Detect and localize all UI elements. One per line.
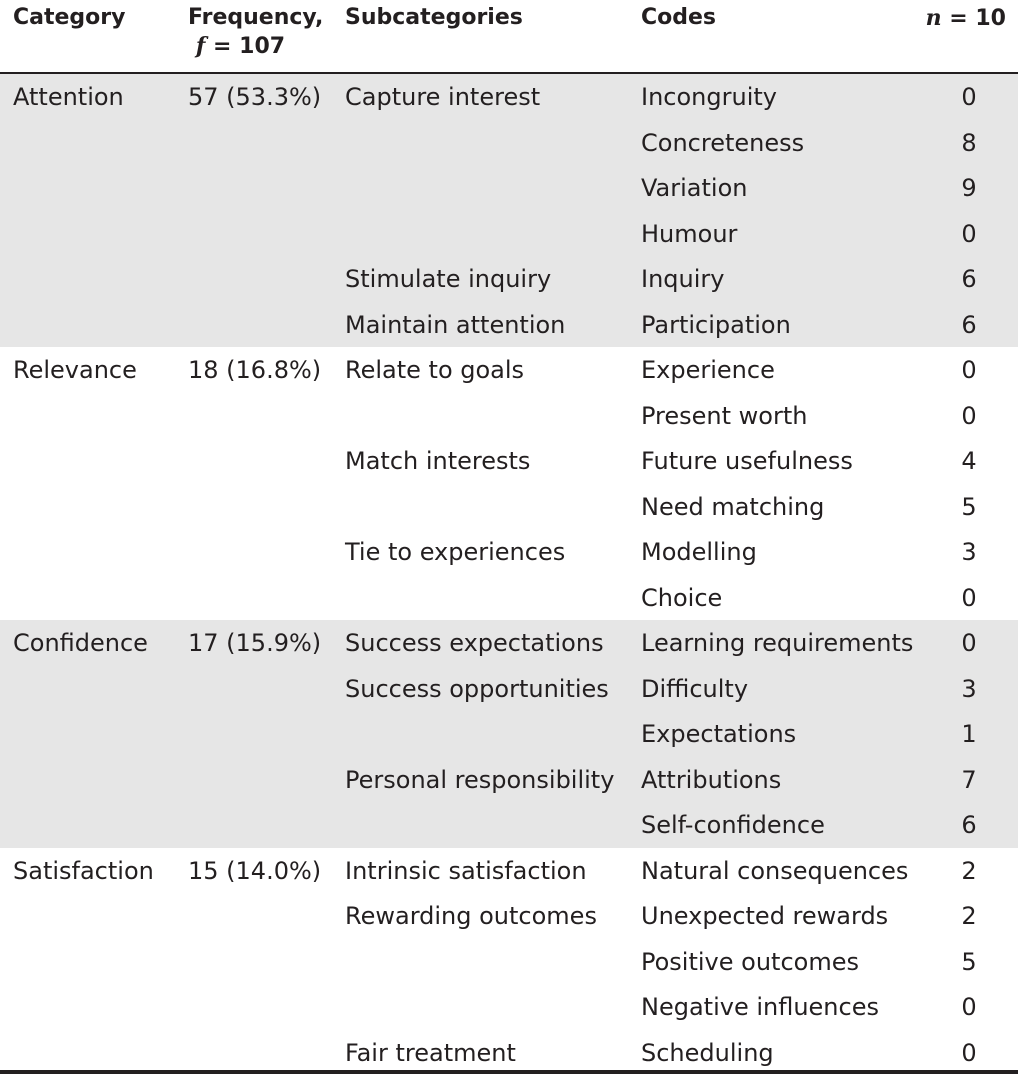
category-cell: Attention	[13, 83, 124, 111]
n-cell: 3	[961, 538, 977, 566]
code-cell: Present worth	[641, 401, 808, 430]
frequency-cell: 18 (16.8%)	[188, 356, 322, 384]
header-frequency-symbol: f	[195, 33, 206, 59]
header-frequency-total	[188, 32, 293, 61]
n-cell: 7	[961, 765, 977, 794]
code-cell: Incongruity	[641, 83, 777, 111]
n-cell: 3	[961, 674, 977, 703]
code-cell: Future usefulness	[641, 447, 853, 475]
n-cell: 6	[961, 265, 977, 293]
table-row	[0, 1030, 1018, 1076]
subcategory-cell: Rewarding outcomes	[345, 902, 597, 930]
table-row	[0, 393, 1018, 439]
subcategory-cell: Maintain attention	[345, 310, 566, 339]
n-cell: 0	[961, 629, 977, 657]
n-cell: 0	[961, 401, 977, 430]
n-cell: 0	[961, 356, 977, 384]
code-cell: Attributions	[641, 765, 782, 794]
table-row	[0, 529, 1018, 575]
code-cell: Difficulty	[641, 674, 749, 703]
code-cell: Concreteness	[641, 128, 805, 157]
code-cell: Humour	[641, 219, 738, 248]
code-cell: Need matching	[641, 492, 825, 521]
n-cell: 8	[961, 128, 977, 157]
code-cell: Variation	[641, 174, 748, 202]
n-cell: 0	[961, 83, 977, 111]
n-cell: 6	[961, 310, 977, 339]
bottom-rule	[0, 1070, 1018, 1074]
code-cell: Participation	[641, 310, 791, 339]
header-n-value: = 10	[941, 6, 1006, 31]
frequency-cell: 57 (53.3%)	[188, 83, 322, 111]
n-cell: 2	[961, 902, 977, 930]
n-cell: 9	[961, 174, 977, 202]
code-cell: Natural consequences	[641, 856, 909, 885]
table-row	[0, 939, 1018, 985]
row-group	[0, 848, 1018, 1076]
n-cell: 2	[961, 856, 977, 885]
code-cell: Positive outcomes	[641, 947, 859, 976]
table-row	[0, 165, 1018, 211]
row-group	[0, 347, 1018, 620]
frequency-cell: 17 (15.9%)	[188, 629, 322, 657]
category-cell: Satisfaction	[13, 856, 154, 885]
code-cell: Negative influences	[641, 993, 879, 1021]
n-cell: 0	[961, 993, 977, 1021]
subcategory-cell: Match interests	[345, 447, 531, 475]
n-cell: 5	[961, 947, 977, 976]
code-cell: Modelling	[641, 538, 757, 566]
table-row	[0, 757, 1018, 803]
table-row	[0, 575, 1018, 621]
header-frequency	[188, 4, 323, 61]
code-cell: Scheduling	[641, 1038, 774, 1067]
table-header	[0, 0, 1018, 74]
category-cell: Relevance	[13, 356, 137, 384]
table-row	[0, 74, 1018, 120]
table-row	[0, 347, 1018, 393]
subcategory-cell: Relate to goals	[345, 356, 525, 384]
table-row	[0, 711, 1018, 757]
table-row	[0, 984, 1018, 1030]
row-group	[0, 74, 1018, 347]
code-cell: Self-confidence	[641, 811, 825, 839]
table-row	[0, 120, 1018, 166]
subcategory-cell: Intrinsic satisfaction	[345, 856, 587, 885]
n-cell: 4	[961, 447, 977, 475]
table-row	[0, 256, 1018, 302]
n-cell: 6	[961, 811, 977, 839]
table-row	[0, 848, 1018, 894]
header-frequency-value: = 107	[205, 34, 286, 59]
table-row	[0, 620, 1018, 666]
n-cell: 5	[961, 492, 977, 521]
code-cell: Unexpected rewards	[641, 902, 889, 930]
header-n-symbol: n	[925, 5, 942, 31]
subcategory-cell: Fair treatment	[345, 1038, 516, 1067]
table-row	[0, 893, 1018, 939]
code-cell: Experience	[641, 356, 775, 384]
row-group	[0, 620, 1018, 848]
subcategory-cell: Tie to experiences	[345, 538, 566, 566]
n-cell: 0	[961, 1038, 977, 1067]
header-codes: Codes	[641, 5, 717, 30]
table-body	[0, 74, 1018, 1075]
header-n	[926, 4, 1006, 33]
header-frequency-label: Frequency,	[188, 5, 324, 30]
code-cell: Learning requirements	[641, 629, 914, 657]
header-category: Category	[13, 5, 126, 30]
n-cell: 1	[961, 720, 977, 748]
code-cell: Inquiry	[641, 265, 725, 293]
table-row	[0, 666, 1018, 712]
table-row	[0, 211, 1018, 257]
subcategory-cell: Success opportunities	[345, 674, 609, 703]
table-row	[0, 438, 1018, 484]
category-cell: Confidence	[13, 629, 148, 657]
table-row	[0, 484, 1018, 530]
code-cell: Choice	[641, 583, 723, 612]
subcategory-cell: Stimulate inquiry	[345, 265, 552, 293]
frequency-cell: 15 (14.0%)	[188, 856, 322, 885]
header-subcategories: Subcategories	[345, 5, 523, 30]
table-row	[0, 802, 1018, 848]
subcategory-cell: Capture interest	[345, 83, 541, 111]
table-row	[0, 302, 1018, 348]
subcategory-cell: Personal responsibility	[345, 765, 615, 794]
subcategory-cell: Success expectations	[345, 629, 604, 657]
code-cell: Expectations	[641, 720, 797, 748]
n-cell: 0	[961, 583, 977, 612]
n-cell: 0	[961, 219, 977, 248]
